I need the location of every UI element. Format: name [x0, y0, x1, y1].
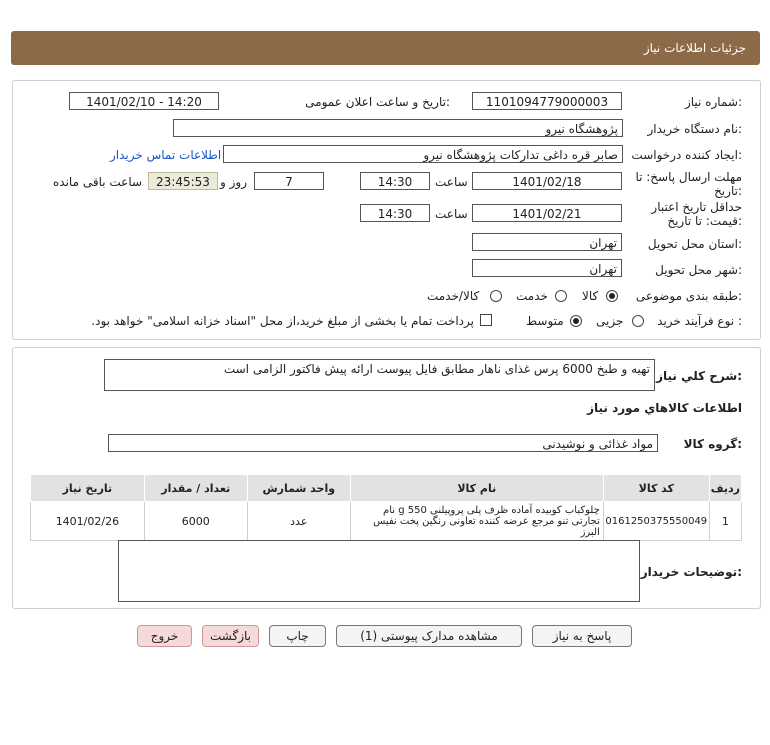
goods-table — [30, 474, 742, 541]
summary-field: تهیه و طبخ 6000 پرس غذای ناهار مطابق فایل پیوست ارائه پیش فاکتور الزامی است — [104, 359, 655, 391]
deadline-label-line2: تاریخ: — [714, 184, 742, 198]
days-field: 7 — [254, 172, 324, 190]
col-code: کد کالا — [603, 475, 709, 502]
table-row — [31, 502, 742, 541]
province-field: تهران — [472, 233, 622, 251]
deadline-label-line1: مهلت ارسال پاسخ: تا — [635, 170, 742, 184]
buyer-contact-link[interactable]: اطلاعات تماس خریدار — [110, 148, 222, 162]
page-header — [11, 31, 760, 65]
deadline-time-field: 14:30 — [360, 172, 430, 190]
validity-time-field: 14:30 — [360, 204, 430, 222]
city-field: تهران — [472, 259, 622, 277]
category-radio-service[interactable] — [555, 290, 567, 302]
row-unit: عدد — [247, 502, 350, 541]
page-title: جزئیات اطلاعات نیاز — [643, 41, 746, 55]
category-option-goods: کالا — [582, 289, 599, 303]
announce-field: 1401/02/10 - 14:20 — [69, 92, 219, 110]
buyer-org-label: نام دستگاه خریدار: — [647, 122, 742, 136]
deadline-label — [635, 170, 742, 198]
goods-group-field: مواد غذائی و نوشیدنی — [108, 434, 658, 452]
deadline-time-label: ساعت — [435, 175, 468, 189]
buyer-notes-label: توضیحات خریدار: — [640, 565, 742, 579]
validity-label-line2: قیمت: تا تاریخ: — [667, 214, 742, 228]
purchase-option-medium: متوسط — [526, 314, 564, 328]
treasury-payment-note: پرداخت تمام یا بخشی از مبلغ خرید،از محل "اسناد خزانه اسلامی" خواهد بود. — [91, 314, 474, 328]
col-name: نام کالا — [350, 475, 603, 502]
creator-field: صابر قره داغی تدارکات پژوهشگاه نیرو — [223, 145, 623, 163]
summary-label: شرح کلي نياز: — [656, 369, 742, 383]
need-number-field: 1101094779000003 — [472, 92, 622, 110]
treasury-payment-checkbox[interactable] — [480, 314, 492, 326]
purchase-radio-medium[interactable] — [570, 315, 582, 327]
exit-button[interactable]: خروج — [137, 625, 192, 647]
col-unit: واحد شمارش — [247, 475, 350, 502]
category-option-service: خدمت — [516, 289, 548, 303]
col-date: تاریخ نیاز — [31, 475, 145, 502]
category-radio-goods-service[interactable] — [490, 290, 502, 302]
row-name: چلوکباب کوبیده آماده ظرف پلی پروپیلنی 550 g نام تجارتی تنو مرجع عرضه کننده تعاونی رنگین پخت نفیس البرز — [350, 502, 603, 541]
category-label: طبقه بندی موضوعی: — [635, 289, 742, 303]
goods-group-label: گروه کالا: — [683, 437, 742, 451]
validity-date-field: 1401/02/21 — [472, 204, 622, 222]
announce-label: تاریخ و ساعت اعلان عمومی: — [305, 95, 450, 109]
row-qty: 6000 — [144, 502, 247, 541]
need-number-label: شماره نیاز: — [684, 95, 742, 109]
purchase-type-label: نوع فرآیند خرید : — [657, 314, 742, 328]
remaining-time-label: ساعت باقی مانده — [53, 175, 143, 189]
row-index: 1 — [709, 502, 741, 541]
print-button[interactable]: چاپ — [269, 625, 326, 647]
validity-time-label: ساعت — [435, 207, 468, 221]
validity-label-line1: حداقل تاریخ اعتبار — [651, 200, 742, 214]
validity-label — [651, 200, 742, 228]
col-index: ردیف — [709, 475, 741, 502]
category-radio-goods[interactable] — [606, 290, 618, 302]
category-option-goods-service: کالا/خدمت — [427, 289, 480, 303]
purchase-radio-minor[interactable] — [632, 315, 644, 327]
deadline-date-field: 1401/02/18 — [472, 172, 622, 190]
buyer-org-field: پژوهشگاه نیرو — [173, 119, 623, 137]
remaining-time-field: 23:45:53 — [148, 172, 218, 190]
city-label: شهر محل تحویل: — [655, 263, 742, 277]
back-button[interactable]: بازگشت — [202, 625, 259, 647]
row-code: 0161250375550049 — [603, 502, 709, 541]
buyer-notes-field — [118, 540, 640, 602]
row-date: 1401/02/26 — [31, 502, 145, 541]
creator-label: ایجاد کننده درخواست: — [631, 148, 742, 162]
view-documents-button[interactable]: مشاهده مدارک پیوستی (1) — [336, 625, 522, 647]
days-label: روز و — [220, 175, 247, 189]
goods-table-header — [31, 475, 742, 502]
purchase-option-minor: جزیی — [596, 314, 624, 328]
col-qty: تعداد / مقدار — [144, 475, 247, 502]
goods-section-title: اطلاعات کالاهاي مورد نياز — [587, 401, 742, 415]
province-label: استان محل تحویل: — [647, 237, 742, 251]
reply-button[interactable]: پاسخ به نیاز — [532, 625, 632, 647]
